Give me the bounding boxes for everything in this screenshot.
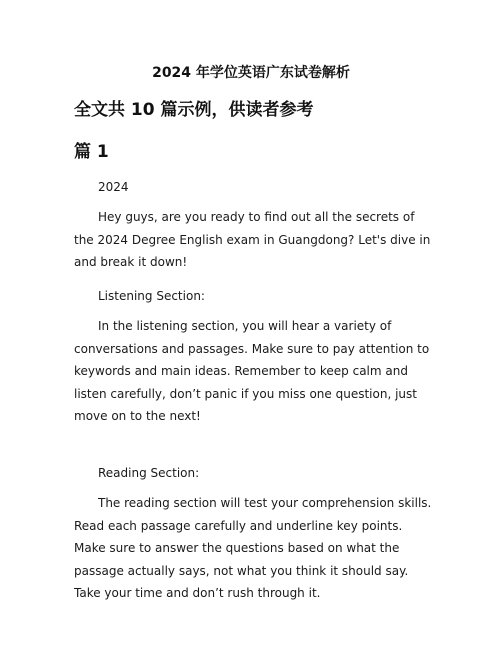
document-title: 2024 年学位英语广东试卷解析 [152, 65, 350, 81]
paragraph-year: 2024 [98, 180, 129, 194]
reading-section-heading: Reading Section: [98, 466, 200, 480]
section-heading: 篇 1 [74, 142, 109, 162]
paragraph-intro: Hey guys, are you ready to find out all the secrets of the 2024 Degree English exam in Guangdong? Let's dive in and break it down! [74, 210, 431, 269]
listening-section-heading: Listening Section: [98, 289, 205, 303]
paragraph-listening: In the listening section, you will hear a variety of conversations and passages. Make sure to pay attention to keywords and main ideas. Remember to keep calm and listen carefully, don’t panic if you miss one question, just move on to the next! [74, 319, 430, 423]
document-subtitle: 全文共 10 篇示例，供读者参考 [74, 100, 314, 120]
paragraph-reading: The reading section will test your comprehension skills. Read each passage carefully and underline key points. Make sure to answer the questions based on what the passage actually says, not what you think it should say. Take your time and don’t rush through it. [74, 496, 432, 600]
